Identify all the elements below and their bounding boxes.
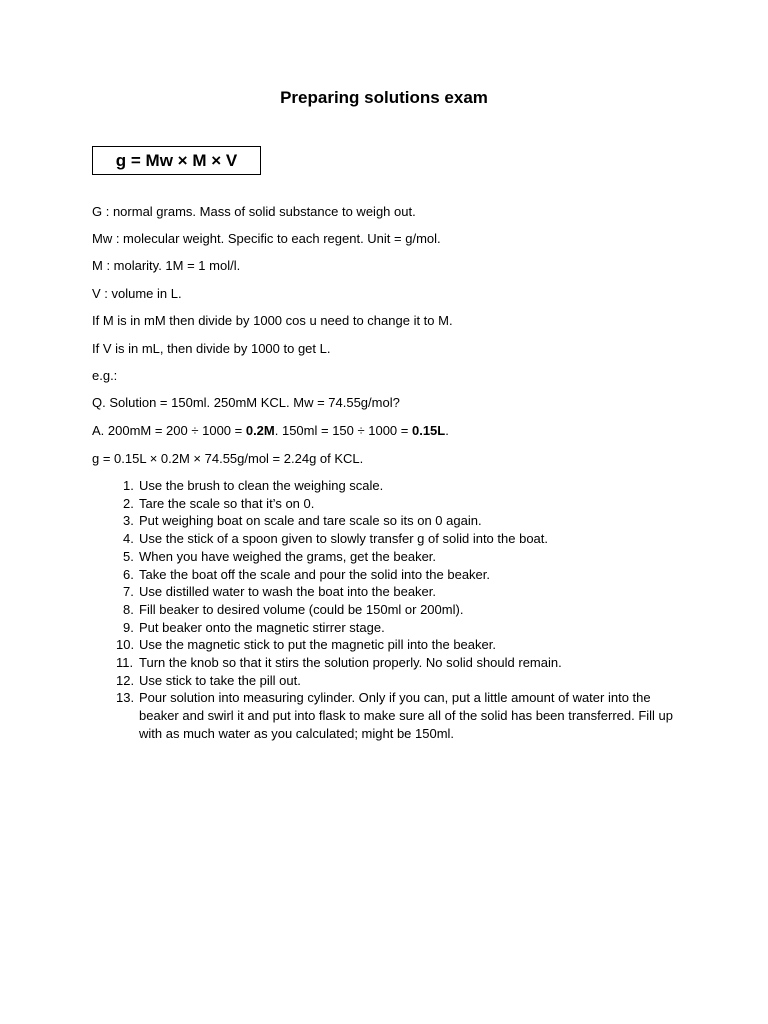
step-text: Put weighing boat on scale and tare scale so its on 0 again.: [139, 513, 482, 529]
definition-molarity: M : molarity. 1M = 1 mol/l.: [92, 258, 241, 273]
definition-mw: Mw : molecular weight. Specific to each regent. Unit = g/mol.: [92, 231, 441, 246]
formula-text: g = Mw × M × V: [115, 150, 238, 170]
note-mm: If M is in mM then divide by 1000 cos u need to change it to M.: [92, 313, 453, 328]
step-text: Use stick to take the pill out.: [139, 672, 301, 688]
step-number: 1.: [123, 478, 134, 493]
step-text: Use the brush to clean the weighing scale.: [139, 478, 384, 493]
step-number: 11.: [116, 655, 134, 671]
definition-grams: G : normal grams. Mass of solid substance to weigh out.: [92, 204, 416, 219]
list-item: [92, 530, 682, 548]
list-item: [92, 512, 682, 530]
answer-bold-molarity: 0.2M: [245, 423, 275, 438]
answer-part3: .: [445, 423, 449, 438]
list-item: [92, 601, 682, 619]
definition-volume: V : volume in L.: [92, 286, 182, 301]
step-text: Use the magnetic stick to put the magnetic pill into the beaker.: [139, 637, 496, 653]
step-number: 9.: [123, 619, 134, 635]
list-item: [92, 583, 682, 601]
example-calculation: g = 0.15L × 0.2M × 74.55g/mol = 2.24g of KCL.: [92, 451, 364, 466]
example-label: e.g.:: [92, 368, 118, 383]
list-item: [92, 619, 682, 637]
step-number: 10.: [116, 637, 135, 653]
page-title: Preparing solutions exam: [280, 88, 488, 107]
example-question: Q. Solution = 150ml. 250mM KCL. Mw = 74.55g/mol?: [92, 395, 400, 410]
list-item: [92, 672, 682, 690]
step-number: 2.: [123, 495, 134, 511]
procedure-steps: [92, 477, 682, 743]
answer-part2: . 150ml = 150 ÷ 1000 =: [274, 423, 412, 438]
step-number: 12.: [116, 672, 135, 688]
step-text: Fill beaker to desired volume (could be 150ml or 200ml).: [139, 601, 464, 617]
step-text: When you have weighed the grams, get the beaker.: [139, 548, 437, 564]
step-number: 8.: [123, 601, 134, 617]
step-text: Take the boat off the scale and pour the solid into the beaker.: [139, 566, 491, 582]
example-answer: [92, 423, 449, 439]
answer-part1: A. 200mM = 200 ÷ 1000 =: [92, 423, 246, 438]
step-number: 13.: [116, 690, 135, 706]
step-text: Use the stick of a spoon given to slowly transfer g of solid into the boat.: [139, 531, 548, 547]
list-item: [92, 654, 682, 672]
note-ml: If V is in mL, then divide by 1000 to get L.: [92, 341, 331, 356]
step-text: Put beaker onto the magnetic stirrer stage.: [139, 619, 385, 635]
step-text: Turn the knob so that it stirs the solution properly. No solid should remain.: [139, 655, 562, 671]
list-item: [92, 636, 682, 654]
step-number: 6.: [123, 566, 134, 582]
step-number: 7.: [123, 584, 134, 600]
step-number: 4.: [123, 531, 134, 547]
step-number: 3.: [123, 513, 134, 529]
list-item: [92, 477, 682, 495]
step-number: 5.: [123, 548, 134, 564]
list-item: [92, 495, 682, 513]
step-text: Pour solution into measuring cylinder. Only if you can, put a little amount of water into the beaker and swirl it and put into flask to make sure all of the solid has been transferred. Fill up with as much water as you calculated; might be 150ml.: [139, 690, 674, 741]
list-item: [92, 548, 682, 566]
list-item: [92, 566, 682, 584]
formula-box: [92, 146, 261, 175]
step-text: Use distilled water to wash the boat into the beaker.: [139, 584, 437, 600]
answer-bold-volume: 0.15L: [411, 423, 446, 438]
step-text: Tare the scale so that it’s on 0.: [139, 495, 315, 511]
list-item: [92, 689, 682, 742]
